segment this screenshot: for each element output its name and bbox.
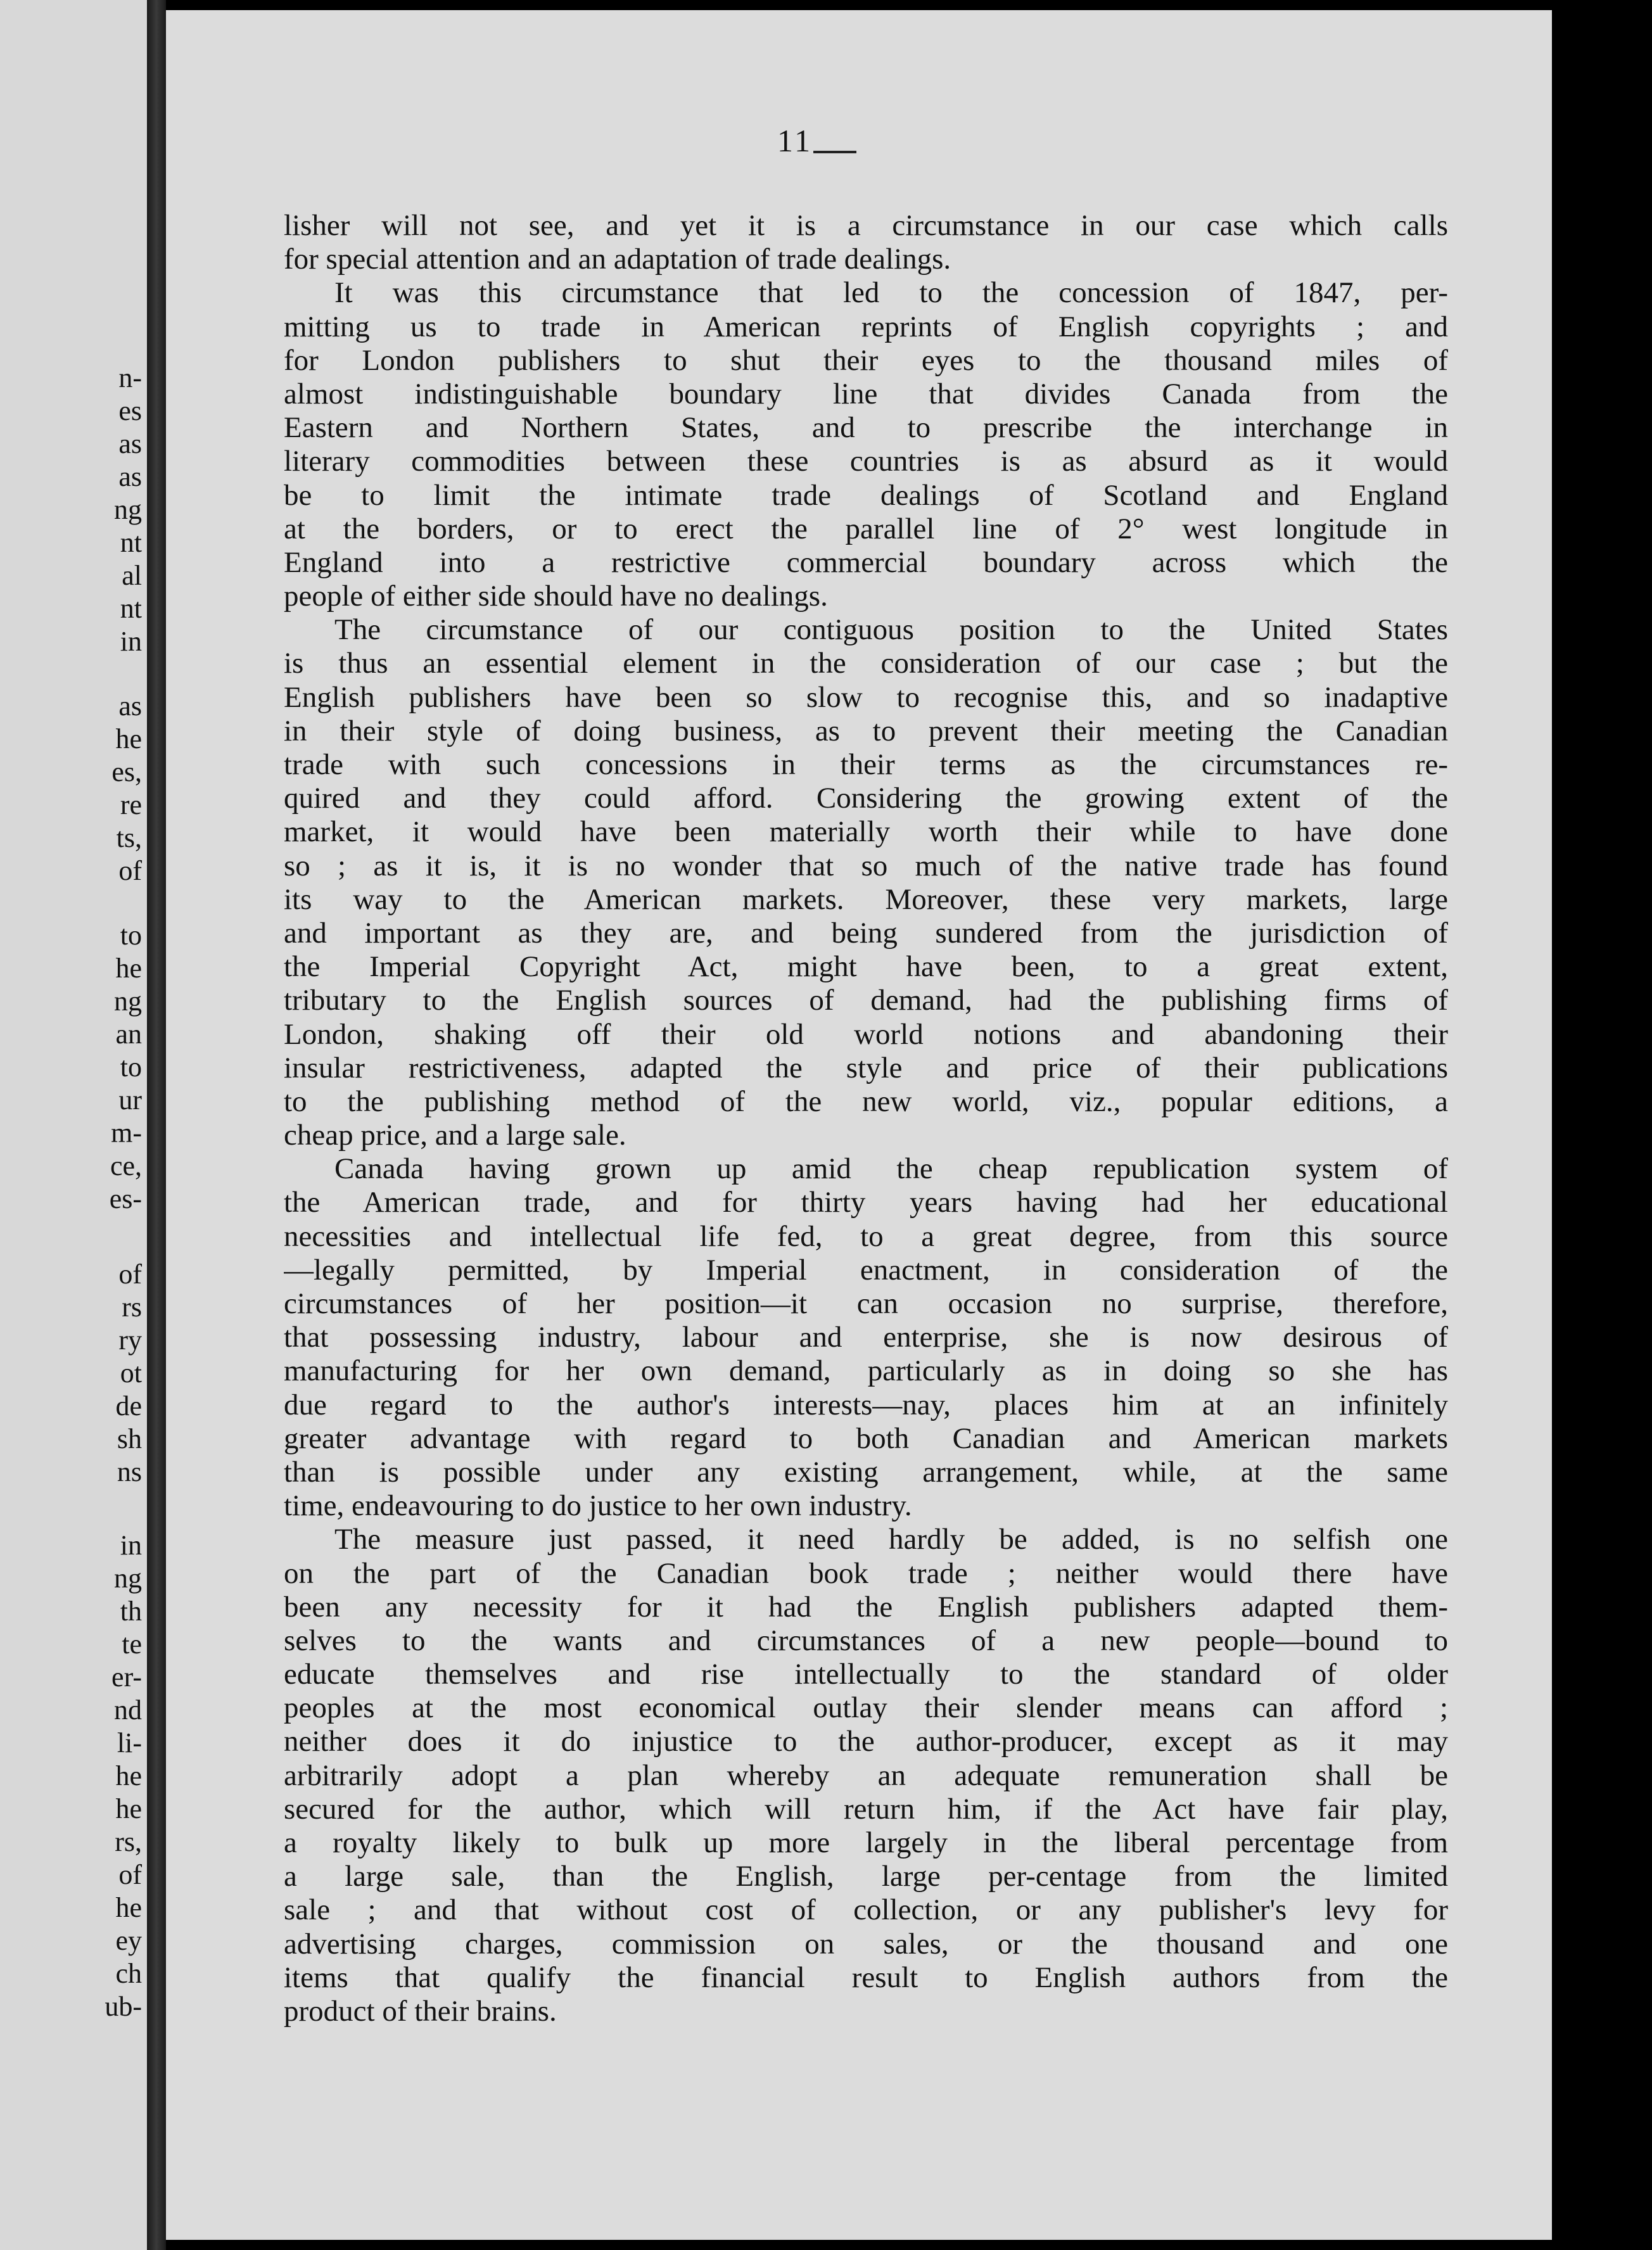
text-line: be to limit the intimate trade dealings of Scotland and England — [284, 478, 1448, 512]
text-line: insular restrictiveness, adapted the style and price of their publications — [284, 1051, 1448, 1084]
text-line: sale ; and that without cost of collection, or any publisher's levy for — [284, 1893, 1448, 1927]
facing-page-fragment: in — [120, 1530, 142, 1561]
text-line: and important as they are, and being sundered from the jurisdiction of — [284, 916, 1448, 950]
facing-page-fragment: nt — [120, 593, 142, 624]
facing-page-fragment: he — [115, 953, 142, 984]
text-line: the Imperial Copyright Act, might have been, to a great extent, — [284, 950, 1448, 984]
facing-page-fragment: ts, — [116, 822, 142, 853]
facing-page-fragment: al — [122, 560, 142, 591]
text-line: lisher will not see, and yet it is a circumstance in our case which calls — [284, 209, 1448, 242]
facing-page-fragment: rs, — [115, 1826, 142, 1857]
text-line: time, endeavouring to do justice to her own industry. — [284, 1489, 912, 1523]
body-text — [284, 209, 1448, 2028]
text-line: is thus an essential element in the consideration of our case ; but the — [284, 647, 1448, 680]
facing-page-fragment: of — [118, 855, 142, 886]
facing-page-fragment: ur — [118, 1084, 142, 1115]
text-line: The measure just passed, it need hardly be added, is no selfish one — [334, 1523, 1448, 1556]
text-line: advertising charges, commission on sales, or the thousand and one — [284, 1927, 1448, 1961]
facing-page-fragment: m- — [111, 1117, 142, 1148]
facing-page-fragment: de — [115, 1390, 142, 1421]
facing-page-fragment: to — [120, 1052, 142, 1083]
text-line: than is possible under any existing arrangement, while, at the same — [284, 1455, 1448, 1489]
facing-page-fragment: as — [118, 461, 142, 492]
facing-page-fragment: rs — [122, 1292, 142, 1323]
facing-page-fragment: as — [118, 428, 142, 459]
facing-page-fragment: sh — [117, 1423, 142, 1454]
text-line: peoples at the most economical outlay their slender means can afford ; — [284, 1691, 1448, 1725]
facing-page-fragment: he — [115, 1892, 142, 1923]
facing-page-edge — [0, 0, 147, 2250]
facing-page-fragment: to — [120, 920, 142, 951]
text-line: Canada having grown up amid the cheap republication system of — [334, 1152, 1448, 1186]
facing-page-fragment: ng — [114, 494, 142, 525]
text-line: people of either side should have no dealings. — [284, 580, 828, 613]
text-line: manufacturing for her own demand, particularly as in doing so she has — [284, 1354, 1448, 1388]
page — [166, 10, 1552, 2240]
facing-page-fragment: er- — [111, 1662, 142, 1693]
text-line: a royalty likely to bulk up more largely in the liberal percentage from — [284, 1826, 1448, 1859]
text-line: cheap price, and a large sale. — [284, 1119, 626, 1152]
text-line: Eastern and Northern States, and to prescribe the interchange in — [284, 411, 1448, 445]
text-line: trade with such concessions in their terms as the circumstances re- — [284, 748, 1448, 781]
text-line: —legally permitted, by Imperial enactment, in consideration of the — [284, 1253, 1448, 1287]
page-number-rule — [813, 151, 856, 153]
text-line: England into a restrictive commercial boundary across which the — [284, 545, 1448, 579]
facing-page-fragment: ub- — [105, 1991, 142, 2022]
text-line: educate themselves and rise intellectually to the standard of older — [284, 1658, 1448, 1691]
text-line: due regard to the author's interests—nay, places him at an infinitely — [284, 1388, 1448, 1421]
text-line: English publishers have been so slow to recognise this, and so inadaptive — [284, 680, 1448, 714]
text-line: greater advantage with regard to both Canadian and American markets — [284, 1421, 1448, 1455]
facing-page-fragment: ce, — [110, 1150, 142, 1181]
text-line: its way to the American markets. Moreover, these very markets, large — [284, 882, 1448, 916]
text-line: for special attention and an adaptation of trade dealings. — [284, 243, 951, 276]
text-line: tributary to the English sources of demand, had the publishing firms of — [284, 984, 1448, 1017]
text-line: a large sale, than the English, large per-centage from the limited — [284, 1860, 1448, 1893]
facing-page-fragment: ot — [120, 1357, 142, 1389]
facing-page-fragment: re — [120, 789, 142, 820]
facing-page-fragment: li- — [117, 1727, 142, 1758]
facing-page-fragment: th — [120, 1596, 142, 1627]
facing-page-fragment: ng — [114, 986, 142, 1017]
facing-page-fragment: es, — [111, 756, 142, 787]
text-line: been any necessity for it had the English publishers adapted them- — [284, 1590, 1448, 1624]
text-line: in their style of doing business, as to prevent their meeting the Canadian — [284, 714, 1448, 747]
facing-page-fragment: ch — [115, 1958, 142, 1989]
text-line: at the borders, or to erect the parallel line of 2° west longitude in — [284, 512, 1448, 545]
text-line: for London publishers to shut their eyes to the thousand miles of — [284, 343, 1448, 377]
facing-page-fragment: an — [115, 1019, 142, 1050]
text-line: London, shaking off their old world notions and abandoning their — [284, 1017, 1448, 1051]
text-line: It was this circumstance that led to the concession of 1847, per- — [334, 276, 1448, 310]
text-line: product of their brains. — [284, 1994, 557, 2028]
text-line: so ; as it is, it is no wonder that so much of the native trade has found — [284, 849, 1448, 882]
facing-page-fragment: ry — [118, 1325, 142, 1356]
text-line: secured for the author, which will return him, if the Act have fair play, — [284, 1792, 1448, 1826]
text-line: on the part of the Canadian book trade ; neither would there have — [284, 1556, 1448, 1590]
text-line: literary commodities between these countries is as absurd as it would — [284, 445, 1448, 478]
facing-page-fragment: nd — [114, 1694, 142, 1726]
text-line: almost indistinguishable boundary line that divides Canada from the — [284, 377, 1448, 410]
page-number: 11 — [777, 123, 813, 158]
text-line: to the publishing method of the new world, viz., popular editions, a — [284, 1084, 1448, 1118]
facing-page-fragment: es — [118, 395, 142, 426]
facing-page-fragment: n- — [118, 362, 142, 393]
text-line: circumstances of her position—it can occasion no surprise, therefore, — [284, 1287, 1448, 1320]
facing-page-fragment: of — [118, 1859, 142, 1890]
facing-page-fragment: nt — [120, 527, 142, 558]
text-line: the American trade, and for thirty years having had her educational — [284, 1186, 1448, 1219]
facing-page-fragment: in — [120, 626, 142, 657]
facing-page-fragment: ey — [115, 1925, 142, 1956]
text-line: items that qualify the financial result to English authors from the — [284, 1961, 1448, 1994]
facing-page-fragment: of — [118, 1259, 142, 1290]
facing-page-fragment: es- — [109, 1183, 142, 1214]
facing-page-fragment: te — [122, 1629, 142, 1660]
text-line: The circumstance of our contiguous position to the United States — [334, 613, 1448, 647]
facing-page-fragment: he — [115, 1793, 142, 1824]
text-line: mitting us to trade in American reprints of English copyrights ; and — [284, 310, 1448, 343]
text-line: arbitrarily adopt a plan whereby an adequate remuneration shall be — [284, 1758, 1448, 1792]
text-line: quired and they could afford. Considering the growing extent of the — [284, 782, 1448, 815]
facing-page-fragment: as — [118, 690, 142, 721]
facing-page-fragment: he — [115, 1760, 142, 1791]
text-line: that possessing industry, labour and enterprise, she is now desirous of — [284, 1321, 1448, 1354]
facing-page-fragment: ns — [117, 1456, 142, 1487]
book-gutter — [147, 0, 166, 2250]
text-line: neither does it do injustice to the author-producer, except as it may — [284, 1725, 1448, 1758]
facing-page-fragment: ng — [114, 1563, 142, 1594]
text-line: selves to the wants and circumstances of a new people—bound to — [284, 1624, 1448, 1657]
facing-page-fragment: he — [115, 723, 142, 754]
text-line: market, it would have been materially worth their while to have done — [284, 815, 1448, 849]
text-line: necessities and intellectual life fed, to a great degree, from this source — [284, 1219, 1448, 1253]
